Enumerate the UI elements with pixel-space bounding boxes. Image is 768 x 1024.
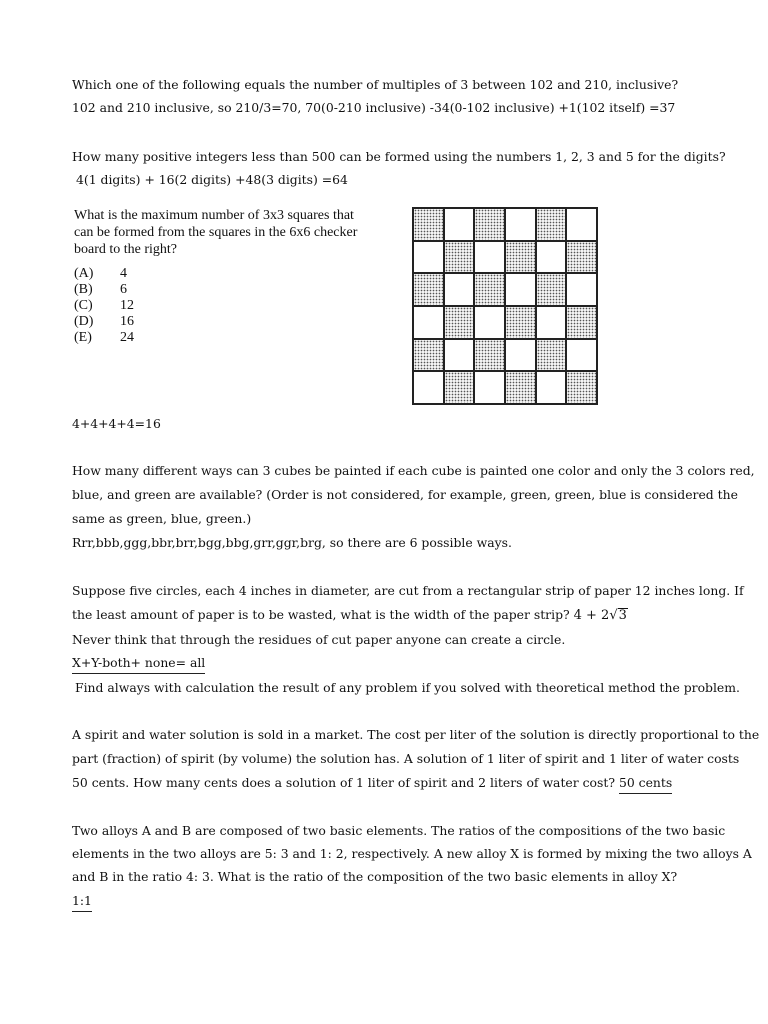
board-square: [444, 273, 475, 306]
option-a: [74, 266, 357, 282]
board-square: [536, 241, 567, 274]
board-square: [505, 339, 536, 372]
board-square: [444, 306, 475, 339]
a3-text: 4+4+4+4=16: [72, 416, 161, 431]
q5-line2: [72, 607, 628, 623]
board-square: [536, 273, 567, 306]
board-square: [444, 339, 475, 372]
q5-line1: Suppose five circles, each 4 inches in diameter, are cut from a rectangular strip of paper 12 inches long. If: [72, 583, 744, 598]
board-square: [413, 339, 444, 372]
board-square: [413, 273, 444, 306]
note-formula: [72, 655, 205, 670]
figure-question-line: board to the right?: [74, 242, 178, 257]
option-b: [74, 282, 357, 298]
q6-line3-text: 50 cents. How many cents does a solution of 1 liter of spirit and 2 liters of water cost?: [72, 775, 615, 790]
board-square: [566, 273, 597, 306]
option-c: [74, 298, 357, 314]
board-square: [505, 208, 536, 241]
sqrt-icon: √: [609, 608, 618, 623]
a5-answer: [574, 608, 628, 623]
a5-prefix: 4 + 2: [573, 608, 610, 623]
board-square: [413, 241, 444, 274]
note-calculation: Find always with calculation the result of any problem if you solved with theoretical method the problem.: [75, 680, 740, 695]
board-square: [413, 371, 444, 404]
figure-question-line: can be formed from the squares in the 6x6 checker: [74, 225, 358, 240]
q6-line2: part (fraction) of spirit (by volume) the solution has. A solution of 1 liter of spirit and 1 liter of water costs: [72, 751, 740, 766]
option-e: [74, 330, 357, 346]
q2-text: How many positive integers less than 500 can be formed using the numbers 1, 2, 3 and 5 for the digits?: [72, 149, 726, 164]
board-square: [566, 306, 597, 339]
q7-line2: elements in the two alloys are 5: 3 and 1: 2, respectively. A new alloy X is formed by mixing the two alloys A: [72, 846, 752, 861]
a6-answer: 50 cents: [619, 775, 672, 794]
board-square: [413, 208, 444, 241]
board-square: [505, 241, 536, 274]
figure-question-line: What is the maximum number of 3x3 squares that: [74, 208, 354, 223]
board-square: [474, 306, 505, 339]
board-square: [536, 208, 567, 241]
a7-answer: 1:1: [72, 893, 92, 912]
option-key: (E): [74, 330, 92, 345]
option-key: (A): [74, 266, 94, 281]
a1-text: 102 and 210 inclusive, so 210/3=70, 70(0-210 inclusive) -34(0-102 inclusive) +1(102 itself) =37: [72, 100, 676, 115]
a4-text: Rrr,bbb,ggg,bbr,brr,bgg,bbg,grr,ggr,brg, so there are 6 possible ways.: [72, 535, 512, 550]
option-key: (B): [74, 282, 93, 297]
option-key: (D): [74, 314, 94, 329]
board-square: [505, 371, 536, 404]
board-square: [536, 306, 567, 339]
board-square: [444, 208, 475, 241]
option-key: (C): [74, 298, 93, 313]
a2-text: 4(1 digits) + 16(2 digits) +48(3 digits) =64: [76, 172, 348, 187]
board-square: [413, 306, 444, 339]
board-square: [474, 371, 505, 404]
board-square: [474, 208, 505, 241]
board-square: [566, 208, 597, 241]
board-square: [444, 241, 475, 274]
q5-line2-text: the least amount of paper is to be wasted, what is the width of the paper strip?: [72, 607, 570, 622]
a5-root: 3: [618, 608, 627, 623]
board-square: [566, 371, 597, 404]
note-circle: Never think that through the residues of cut paper anyone can create a circle.: [72, 632, 566, 647]
board-square: [505, 273, 536, 306]
a7-text: [72, 893, 92, 908]
q6-line1: A spirit and water solution is sold in a market. The cost per liter of the solution is directly proportional to the: [72, 727, 760, 742]
q4-line3: same as green, blue, green.): [72, 511, 252, 526]
q7-line1: Two alloys A and B are composed of two basic elements. The ratios of the compositions of the two basic: [72, 823, 726, 838]
board-square: [474, 241, 505, 274]
q7-line3: and B in the ratio 4: 3. What is the ratio of the composition of the two basic elements in alloy X?: [72, 869, 678, 884]
q1-text: Which one of the following equals the number of multiples of 3 between 102 and 210, inclusive?: [72, 77, 679, 92]
option-d: [74, 314, 357, 330]
board-square: [536, 339, 567, 372]
formula-text: X+Y-both+ none= all: [72, 655, 205, 674]
option-value: 6: [120, 282, 127, 297]
board-square: [474, 273, 505, 306]
board-square: [444, 371, 475, 404]
checkerboard-question: [74, 207, 357, 346]
checkerboard-figure: [412, 207, 598, 405]
q6-line3: [72, 775, 672, 790]
option-value: 24: [120, 330, 134, 345]
q4-line2: blue, and green are available? (Order is not considered, for example, green, green, blue is considered the: [72, 487, 738, 502]
board-square: [566, 339, 597, 372]
option-value: 4: [120, 266, 127, 281]
board-square: [474, 339, 505, 372]
board-square: [566, 241, 597, 274]
option-value: 12: [120, 298, 134, 313]
q4-line1: How many different ways can 3 cubes be painted if each cube is painted one color and only the 3 colors red,: [72, 463, 755, 478]
board-square: [536, 371, 567, 404]
option-value: 16: [120, 314, 134, 329]
board-square: [505, 306, 536, 339]
